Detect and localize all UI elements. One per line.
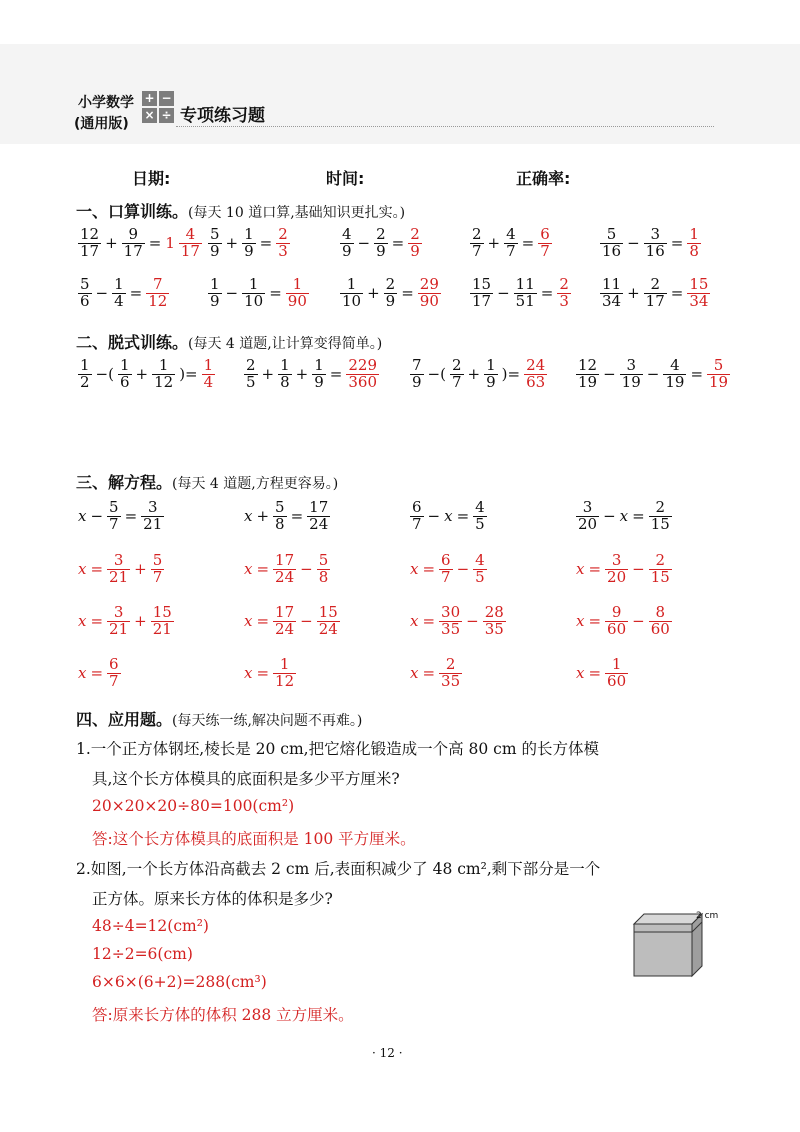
mental-math-item: $\frac{5}{6}$ − $\frac{1}{4}$ = $\frac{7}{12}$ xyxy=(80,275,168,310)
section2-item-4: $\frac{12}{19}$ − $\frac{3}{19}$ − $\frac{4}{19}$ = $\frac{5}{19}$ xyxy=(578,356,729,391)
minus-icon: − xyxy=(159,91,174,106)
solution-answer: x = $\frac{6}{7}$ xyxy=(78,655,119,690)
section2-heading xyxy=(76,330,382,353)
mental-math-item: $\frac{5}{16}$ − $\frac{3}{16}$ = $\frac{1}{8}$ xyxy=(602,225,699,260)
question2-text-line1: 2.如图,一个长方体沿高截去 2 cm 后,表面积减少了 48 cm²,剩下部分是一个 xyxy=(76,860,601,878)
mental-math-item: $\frac{1}{10}$ + $\frac{2}{9}$ = $\frac{29}{90}$ xyxy=(342,275,439,310)
solution-step: x = $\frac{6}{7}$ − $\frac{4}{5}$ xyxy=(410,551,485,586)
mental-math-item: $\frac{4}{9}$ − $\frac{2}{9}$ = $\frac{2}{9}$ xyxy=(342,225,420,260)
divide-icon: ÷ xyxy=(159,108,174,123)
solution-step: x = $\frac{3}{21}$ + $\frac{5}{7}$ xyxy=(78,551,163,586)
mental-math-item: $\frac{15}{17}$ − $\frac{11}{51}$ = $\frac{2}{3}$ xyxy=(472,275,569,310)
page-number: · 12 · xyxy=(372,1046,403,1060)
times-icon: × xyxy=(142,108,157,123)
question2-text-line2: 正方体。原来长方体的体积是多少? xyxy=(92,890,333,908)
solution-step: x = $\frac{3}{21}$ + $\frac{15}{21}$ xyxy=(78,603,172,638)
section3-heading xyxy=(76,470,338,493)
section2-item-3: $\frac{7}{9}$ −( $\frac{2}{7}$ + $\frac{1}{9}$ )= $\frac{24}{63}$ xyxy=(412,356,546,391)
edition-label: (通用版) xyxy=(74,116,129,132)
mental-math-item: $\frac{12}{17}$ + $\frac{9}{17}$ = 1 $\frac{4}{17}$ xyxy=(80,225,200,260)
solution-step: x = $\frac{9}{60}$ − $\frac{8}{60}$ xyxy=(576,603,670,638)
section1-note: (每天 10 道口算,基础知识更扎实。) xyxy=(188,205,406,221)
header-divider xyxy=(176,126,714,127)
section2-item-1: $\frac{1}{2}$ −( $\frac{1}{6}$ + $\frac{1}{12}$ )= $\frac{1}{4}$ xyxy=(80,356,214,391)
equation-2: x + $\frac{5}{8}$ = $\frac{17}{24}$ xyxy=(244,498,329,533)
solution-step: x = $\frac{17}{24}$ − $\frac{15}{24}$ xyxy=(244,603,338,638)
mental-math-item: $\frac{11}{34}$ + $\frac{2}{17}$ = $\frac{15}{34}$ xyxy=(602,275,709,310)
section4-title: 四、应用题。 xyxy=(76,710,173,729)
section4-heading xyxy=(76,707,362,730)
question2-calc-2: 12÷2=6(cm) xyxy=(92,945,193,963)
solution-step: x = $\frac{3}{20}$ − $\frac{2}{15}$ xyxy=(576,551,670,586)
question2-answer: 答:原来长方体的体积 288 立方厘米。 xyxy=(92,1006,354,1024)
question1-text-line1: 1.一个正方体钢坯,棱长是 20 cm,把它熔化锻造成一个高 80 cm 的长方体模 xyxy=(76,740,599,758)
solution-answer: x = $\frac{1}{60}$ xyxy=(576,655,627,690)
mental-math-item: $\frac{5}{9}$ + $\frac{1}{9}$ = $\frac{2}{3}$ xyxy=(210,225,288,260)
equation-1: x − $\frac{5}{7}$ = $\frac{3}{21}$ xyxy=(78,498,163,533)
solution-step: x = $\frac{17}{24}$ − $\frac{5}{8}$ xyxy=(244,551,329,586)
mental-math-item: $\frac{2}{7}$ + $\frac{4}{7}$ = $\frac{6}{7}$ xyxy=(472,225,550,260)
question2-calc-3: 6×6×(6+2)=288(cm³) xyxy=(92,973,267,991)
section2-note: (每天 4 道题,让计算变得简单。) xyxy=(188,336,383,352)
section1-title: 一、口算训练。 xyxy=(76,202,189,221)
accuracy-label: 正确率: xyxy=(516,169,571,188)
question1-text-line2: 具,这个长方体模具的底面积是多少平方厘米? xyxy=(92,770,400,788)
equation-4: $\frac{3}{20}$ − x = $\frac{2}{15}$ xyxy=(578,498,670,533)
date-label: 日期: xyxy=(132,169,171,188)
plus-icon: + xyxy=(142,91,157,106)
page-title: 专项练习题 xyxy=(180,106,265,126)
section2-title: 二、脱式训练。 xyxy=(76,333,189,352)
mental-math-item: $\frac{1}{9}$ − $\frac{1}{10}$ = $\frac{1}{90}$ xyxy=(210,275,307,310)
section1-heading xyxy=(76,199,405,222)
section3-title: 三、解方程。 xyxy=(76,473,173,492)
equation-3: $\frac{6}{7}$ − x = $\frac{4}{5}$ xyxy=(412,498,485,533)
question1-calculation: 20×20×20÷80=100(cm²) xyxy=(92,797,295,815)
series-name: 小学数学 xyxy=(78,95,134,111)
section2-item-2: $\frac{2}{5}$ + $\frac{1}{8}$ + $\frac{1}{9}$ = $\frac{229}{360}$ xyxy=(246,356,378,391)
time-label: 时间: xyxy=(326,169,365,188)
operations-logo-icon xyxy=(142,91,176,125)
question2-calc-1: 48÷4=12(cm²) xyxy=(92,917,209,935)
solution-step: x = $\frac{30}{35}$ − $\frac{28}{35}$ xyxy=(410,603,504,638)
question1-answer: 答:这个长方体模具的底面积是 100 平方厘米。 xyxy=(92,830,416,848)
section4-note: (每天练一练,解决问题不再难。) xyxy=(172,713,363,729)
figure-label: 2 cm xyxy=(696,911,719,921)
solution-answer: x = $\frac{1}{12}$ xyxy=(244,655,295,690)
solution-answer: x = $\frac{2}{35}$ xyxy=(410,655,461,690)
section3-note: (每天 4 道题,方程更容易。) xyxy=(172,476,339,492)
